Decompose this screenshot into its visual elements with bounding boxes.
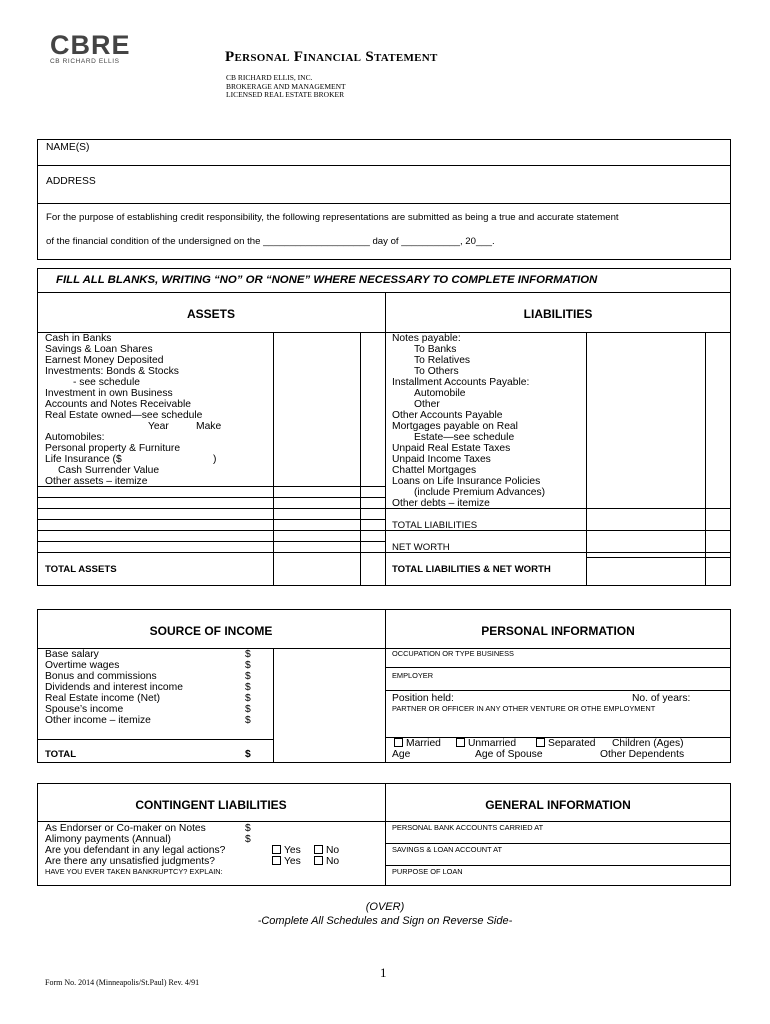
income-row: Base salary	[45, 649, 99, 660]
dependents-label: Other Dependents	[600, 749, 685, 760]
liability-row: Estate—see schedule	[414, 432, 515, 443]
income-total-dollar: $	[245, 749, 251, 760]
income-row: Overtime wages	[45, 660, 120, 671]
address-label: ADDRESS	[46, 176, 96, 187]
dollar-sign: $	[245, 671, 251, 682]
dollar-sign: $	[245, 649, 251, 660]
asset-row: Cash Surrender Value	[58, 465, 160, 476]
names-label: NAME(S)	[46, 142, 90, 153]
children-label: Children (Ages)	[612, 738, 684, 749]
asset-row: - see schedule	[73, 377, 140, 388]
unmarried-option[interactable]	[456, 738, 516, 749]
defendant-yes[interactable]	[272, 845, 301, 856]
asset-row: Accounts and Notes Receivable	[45, 399, 191, 410]
liability-row: Loans on Life Insurance Policies	[392, 476, 541, 487]
net-worth-label: NET WORTH	[392, 542, 450, 553]
dollar-sign: $	[245, 660, 251, 671]
checkbox-icon[interactable]	[272, 856, 281, 865]
yes-label: Yes	[284, 845, 301, 856]
life-insurance-close-paren: )	[213, 454, 217, 465]
liability-row: Other debts – itemize	[392, 498, 490, 509]
checkbox-icon[interactable]	[456, 738, 465, 747]
automobile-make-label: Make	[196, 421, 222, 432]
years-label: No. of years:	[632, 693, 691, 704]
spouse-age-label: Age of Spouse	[475, 749, 543, 760]
defendant-no[interactable]	[314, 845, 339, 856]
purpose-statement-line2[interactable]: of the financial condition of the undersigned on the ____________________ day of ___________, 20___.	[46, 236, 495, 247]
total-assets-label: TOTAL ASSETS	[45, 564, 117, 575]
income-heading: SOURCE OF INCOME	[149, 624, 273, 638]
judgments-question: Are there any unsatisfied judgments?	[45, 856, 215, 867]
company-line: CB RICHARD ELLIS, INC.	[226, 73, 313, 82]
company-line: LICENSED REAL ESTATE BROKER	[226, 90, 345, 100]
personal-info-heading: PERSONAL INFORMATION	[481, 624, 635, 638]
income-total-label: TOTAL	[45, 749, 77, 760]
asset-row: Life Insurance ($	[45, 454, 122, 465]
checkbox-icon[interactable]	[314, 856, 323, 865]
dollar-sign: $	[245, 693, 251, 704]
asset-row: Cash in Banks	[45, 333, 112, 344]
total-liabilities-label: TOTAL LIABILITIES	[392, 520, 478, 531]
liability-row: Installment Accounts Payable:	[392, 377, 530, 388]
assets-heading: ASSETS	[186, 307, 235, 321]
no-label: No	[326, 856, 340, 867]
liability-row: Chattel Mortgages	[392, 465, 477, 476]
liability-row: Automobile	[414, 388, 466, 399]
asset-row: Real Estate owned—see schedule	[45, 410, 203, 421]
age-label: Age	[392, 749, 411, 760]
asset-row: Other assets – itemize	[45, 476, 148, 487]
page-number: 1	[380, 965, 387, 980]
judgments-no[interactable]	[314, 856, 339, 867]
employer-label: EMPLOYER	[392, 671, 434, 680]
dollar-sign: $	[245, 682, 251, 693]
asset-row: Personal property & Furniture	[45, 443, 181, 454]
bank-accounts-label: PERSONAL BANK ACCOUNTS CARRIED AT	[392, 823, 544, 832]
asset-row: Investment in own Business	[45, 388, 173, 399]
asset-row: Earnest Money Deposited	[45, 355, 164, 366]
separated-label: Separated	[548, 738, 596, 749]
contingent-heading: CONTINGENT LIABILITIES	[135, 798, 287, 812]
income-row: Dividends and interest income	[45, 682, 183, 693]
asset-row: Savings & Loan Shares	[45, 344, 153, 355]
purpose-of-loan-label: PURPOSE OF LOAN	[392, 867, 463, 876]
footer-instructions	[0, 900, 770, 928]
checkbox-icon[interactable]	[272, 845, 281, 854]
liability-row: Unpaid Income Taxes	[392, 454, 491, 465]
checkbox-icon[interactable]	[536, 738, 545, 747]
liability-row: Unpaid Real Estate Taxes	[392, 443, 511, 454]
liability-row: Notes payable:	[392, 333, 461, 344]
income-row: Other income – itemize	[45, 715, 151, 726]
general-info-heading: GENERAL INFORMATION	[485, 798, 631, 812]
income-row: Spouse’s income	[45, 704, 124, 715]
liabilities-heading: LIABILITIES	[523, 307, 593, 321]
dollar-sign: $	[245, 823, 251, 834]
liability-row: To Relatives	[414, 355, 471, 366]
married-label: Married	[406, 738, 441, 749]
checkbox-icon[interactable]	[394, 738, 403, 747]
judgments-yes[interactable]	[272, 856, 301, 867]
form-number: Form No. 2014 (Minneapolis/St.Paul) Rev. 4/91	[45, 978, 200, 987]
no-label: No	[326, 845, 340, 856]
separated-option[interactable]	[536, 738, 596, 749]
alimony-label: Alimony payments (Annual)	[45, 834, 171, 845]
checkbox-icon[interactable]	[314, 845, 323, 854]
dollar-sign: $	[245, 834, 251, 845]
cbre-logo: CBRE	[50, 30, 131, 60]
bankruptcy-question: HAVE YOU EVER TAKEN BANKRUPTCY? EXPLAIN:	[45, 867, 223, 876]
liability-row: Mortgages payable on Real	[392, 421, 518, 432]
position-held-label: Position held:	[392, 693, 454, 704]
unmarried-label: Unmarried	[468, 738, 517, 749]
liability-row: (include Premium Advances)	[414, 487, 546, 498]
occupation-label: OCCUPATION OR TYPE BUSINESS	[392, 649, 514, 658]
asset-row: Investments: Bonds & Stocks	[45, 366, 179, 377]
liability-row: Other	[414, 399, 440, 410]
liability-row: To Banks	[414, 344, 457, 355]
page-title: Personal Financial Statement	[225, 49, 438, 65]
over-label: (OVER)	[365, 901, 405, 913]
dollar-sign: $	[245, 715, 251, 726]
yes-label: Yes	[284, 856, 301, 867]
asset-row: Automobiles:	[45, 432, 105, 443]
company-line: BROKERAGE AND MANAGEMENT	[226, 81, 346, 91]
income-row: Bonus and commissions	[45, 671, 157, 682]
married-option[interactable]	[394, 738, 441, 749]
company-info	[226, 74, 346, 100]
total-liabilities-net-worth-label: TOTAL LIABILITIES & NET WORTH	[392, 564, 551, 575]
defendant-question: Are you defendant in any legal actions?	[45, 845, 226, 856]
endorser-label: As Endorser or Co-maker on Notes	[45, 823, 206, 834]
purpose-statement-line1: For the purpose of establishing credit responsibility, the following representations are submitted as being a true and accurate statement	[46, 212, 619, 223]
reverse-side-instruction: -Complete All Schedules and Sign on Reverse Side-	[257, 915, 513, 927]
address-field[interactable]	[38, 188, 730, 202]
liability-row: Other Accounts Payable	[392, 410, 503, 421]
instruction-banner: FILL ALL BLANKS, WRITING “NO” OR “NONE” WHERE NECESSARY TO COMPLETE INFORMATION	[56, 274, 598, 286]
dollar-sign: $	[245, 704, 251, 715]
partner-officer-label: PARTNER OR OFFICER IN ANY OTHER VENTURE OR OTHE EMPLOYMENT	[392, 704, 656, 713]
names-field[interactable]	[38, 153, 730, 164]
automobile-year-label: Year	[148, 421, 169, 432]
savings-loan-label: SAVINGS & LOAN ACCOUNT AT	[392, 845, 503, 854]
income-row: Real Estate income (Net)	[45, 693, 161, 704]
liability-row: To Others	[414, 366, 459, 377]
logo-subtitle: CB RICHARD ELLIS	[50, 58, 120, 65]
